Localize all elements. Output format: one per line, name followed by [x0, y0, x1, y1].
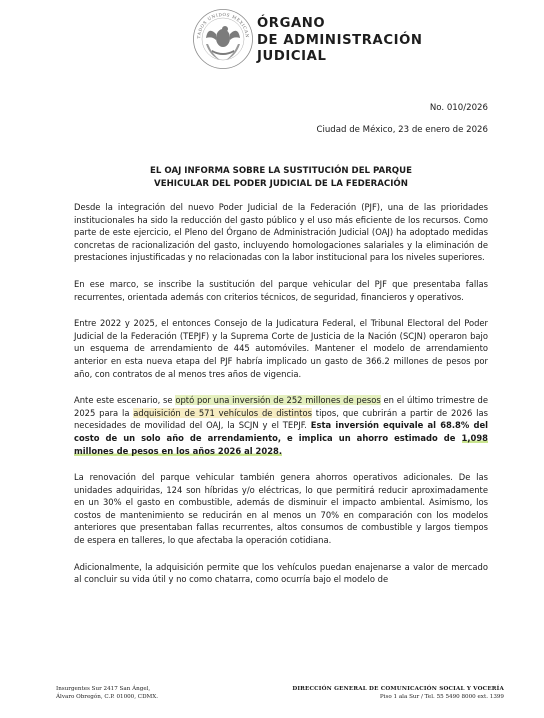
highlight-acquisition: adquisición de 571 vehículos de distintos: [133, 407, 312, 418]
footer-phone: Piso 1 ala Sur / Tel. 55 5490 8000 ext. 1399: [379, 694, 504, 700]
seal-text: TADOS UNIDOS MEXICAN: [195, 11, 251, 39]
p4-text-a: Ante este escenario, se: [74, 395, 176, 406]
national-seal-icon: [192, 8, 254, 70]
title-line-2: VEHICULAR DEL PODER JUDICIAL DE LA FEDERACIÓN: [154, 179, 408, 189]
footer-department: DIRECCIÓN GENERAL DE COMUNICACIÓN SOCIAL Y VOCERÍA: [292, 686, 504, 692]
title-line-1: EL OAJ INFORMA SOBRE LA SUSTITUCIÓN DEL PARQUE: [150, 166, 412, 176]
document-body: [74, 201, 488, 600]
paragraph-3: Entre 2022 y 2025, el entonces Consejo de la Judicatura Federal, el Tribunal Electoral del Poder Judicial de la Federación (TEPJF) y la Suprema Corte de Justicia de la Nación (SCJN) operaron bajo un esquema de arrendamiento de 445 automóviles. Mantener el modelo de arrendamiento anterior en esta nueva etapa del PJF habría implicado un gasto de 366.2 millones de pesos por año, con contratos de al menos tres años de vigencia.: [74, 318, 488, 379]
address-line-2: Álvaro Obregón, C.P. 01000, CDMX.: [56, 694, 159, 700]
document-number: No. 010/2026: [429, 103, 488, 113]
p4-text-b: en el último trimestre de 2025 para la: [74, 395, 488, 418]
paragraph-6: Adicionalmente, la adquisición permite que los vehículos puedan enajenarse a valor de mercado al concluir su vida útil y no como chatarra, como ocurría bajo el modelo de: [74, 561, 488, 585]
highlight-savings: 1,098 millones de pesos en los años 2026 al 2028.: [74, 432, 488, 456]
p4-text-c: tipos, que cubrirán a partir de 2026 las necesidades de movilidad del OAJ, la SCJN y el TEPJF.: [74, 407, 488, 431]
org-line-1: ÓRGANO: [257, 16, 326, 31]
org-line-3: JUDICIAL: [257, 49, 327, 64]
footer-address: [56, 685, 158, 701]
organization-name: [257, 16, 423, 66]
highlight-investment: optó por una inversión de 252 millones de pesos: [175, 395, 381, 406]
place-date: Ciudad de México, 23 de enero de 2026: [316, 125, 488, 135]
p4-bold-text: Esta inversión equivale al 68.8% del costo de un solo año de arrendamiento, e implica un ahorro estimado de: [74, 420, 488, 443]
paragraph-4: [74, 394, 488, 457]
footer-contact: [292, 685, 504, 701]
paragraph-1: Desde la integración del nuevo Poder Judicial de la Federación (PJF), una de las prioridades institucionales ha sido la reducción del gasto público y el uso más eficiente de los recursos. Como parte de este ejercicio, el Pleno del Órgano de Administración Judicial (OAJ) ha adoptado medidas concretas de racionalización del gasto, incluyendo homologaciones salariales y la eliminación de prestaciones injustificadas y no relacionadas con la labor institucional para los niveles superiores.: [74, 202, 488, 263]
document-title: [74, 165, 488, 191]
paragraph-2: En ese marco, se inscribe la sustitución del parque vehicular del PJF que presentaba fallas recurrentes, orientada además con criterios técnicos, de seguridad, financieros y operativos.: [74, 278, 488, 302]
org-line-2: DE ADMINISTRACIÓN: [257, 32, 423, 48]
address-line-1: Insurgentes Sur 2417 San Ángel,: [56, 686, 151, 692]
paragraph-5: La renovación del parque vehicular también genera ahorros operativos adicionales. De las unidades adquiridas, 124 son híbridas y/o eléctricas, lo que permitirá reducir aproximadamente en un 30% el gasto en combustible, además de disminuir el impacto ambiental. Asimismo, los costos de mantenimiento se reducirán en al menos un 70% en comparación con los modelos anteriores que presentaban fallas recurrentes, altos consumos de combustible y largos tiempos de espera en talleres, lo que afectaba la operación cotidiana.: [74, 472, 488, 546]
